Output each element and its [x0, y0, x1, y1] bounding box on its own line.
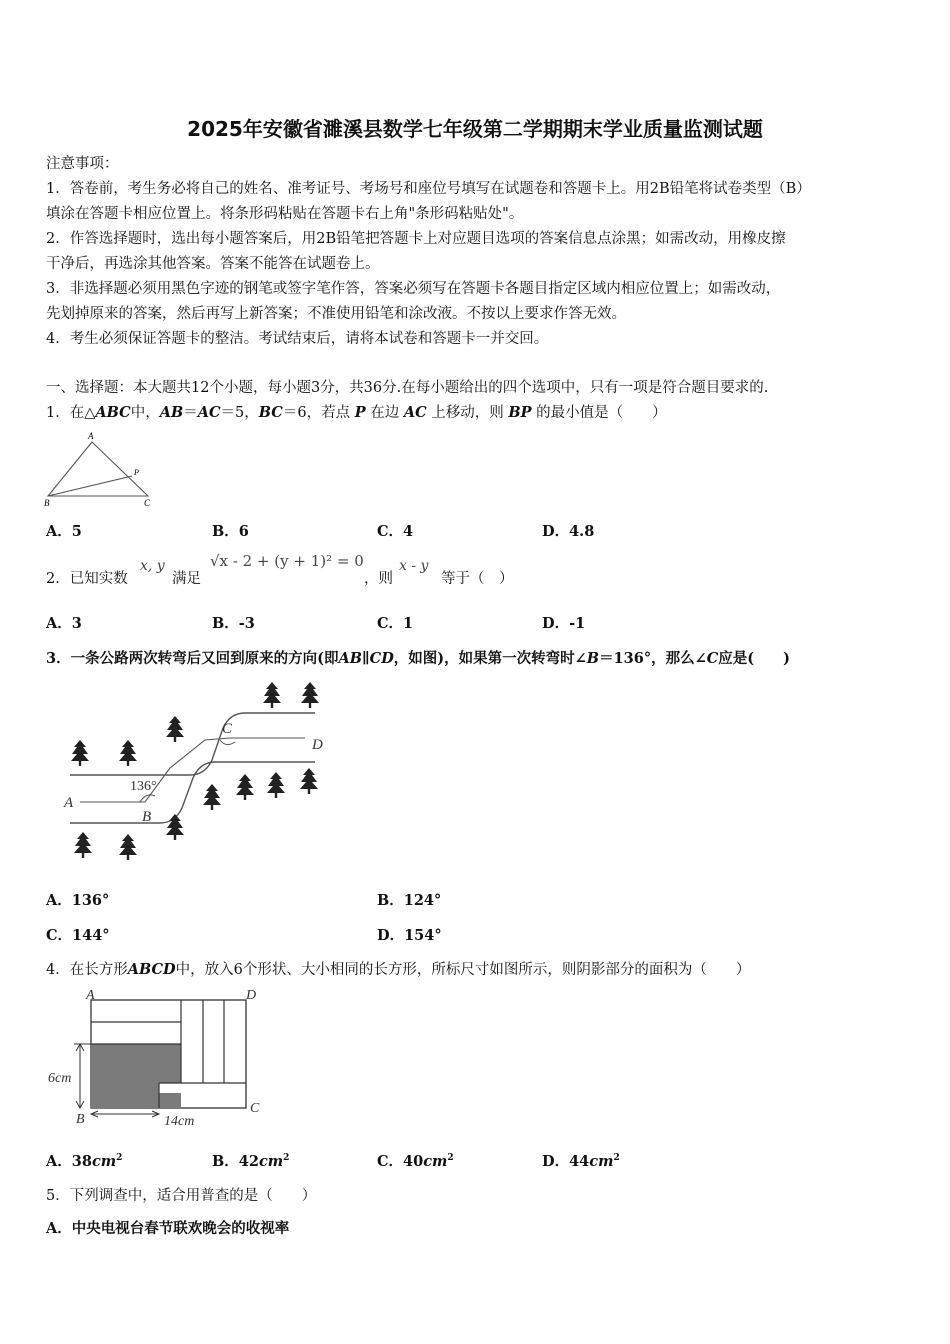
- label-a: A: [64, 795, 74, 811]
- label-c: C: [250, 1101, 260, 1116]
- question-3-text: 3．一条公路两次转弯后又回到原来的方向(即AB∥CD，如图)，如果第一次转弯时∠B＝136°，那么∠C应是( ): [46, 650, 791, 667]
- formula-condition: √x - 2 + (y + 1)² = 0: [210, 552, 364, 570]
- question-4-text: 4．在长方形ABCD中，放入6个形状、大小相同的长方形，所标尺寸如图所示，则阴影部分的面积为（ ）: [46, 961, 751, 978]
- option-b: B．-3: [212, 615, 255, 632]
- option-b: B．$42cm^2$: [212, 1153, 290, 1170]
- option-a: A．136°: [46, 892, 110, 909]
- label-d: D: [312, 737, 323, 753]
- option-d: D．$44cm^2$: [542, 1153, 620, 1170]
- triangle-figure: [44, 430, 156, 508]
- notice-line: 4．考生必须保证答题卡的整洁。考试结束后，请将本试卷和答题卡一并交回。: [46, 331, 549, 347]
- text-then: ，则: [364, 571, 393, 587]
- notice-line: 3．非选择题必须用黑色字迹的钢笔或签字笔作答，答案必须写在答题卡各题目指定区域内相应位置上；如需改动，: [46, 281, 781, 297]
- option-b: B．6: [212, 523, 249, 540]
- label-c: C: [222, 721, 233, 737]
- label-a: A: [86, 988, 95, 1003]
- option-c: C．1: [377, 615, 414, 632]
- question-5-text: 5．下列调查中，适合用普查的是（ ）: [46, 1188, 317, 1204]
- option-d: D．4.8: [542, 523, 595, 540]
- option-d: D．154°: [377, 927, 442, 944]
- label-p: P: [134, 468, 139, 477]
- option-c: C．144°: [46, 927, 110, 944]
- label-a: A: [88, 431, 94, 441]
- page-title: 2025年安徽省濉溪县数学七年级第二学期期末学业质量监测试题: [187, 117, 763, 141]
- label-b: B: [76, 1112, 85, 1127]
- label-c: C: [144, 498, 151, 508]
- road-figure: [60, 680, 335, 865]
- notice-line: 先划掉原来的答案，然后再写上新答案；不准使用铅笔和涂改液。不按以上要求作答无效。: [46, 306, 626, 322]
- option-d: D．-1: [542, 615, 586, 632]
- height-label: 6cm: [48, 1071, 72, 1086]
- notice-line: 2．作答选择题时，选出每小题答案后，用2B铅笔把答题卡上对应题目选项的答案信息点涂黑；如需改动，用橡皮擦: [46, 231, 786, 247]
- rectangle-figure: [46, 985, 274, 1130]
- option-a: A．3: [46, 615, 82, 632]
- question-2-num: 2．已知实数: [46, 571, 128, 587]
- question-1-text: 1．在△ABC中，AB＝AC＝5，BC＝6，若点 P 在边 AC 上移动，则 BP 的最小值是（ ）: [46, 404, 667, 421]
- notice-line: 干净后，再选涂其他答案。答案不能答在试题卷上。: [46, 256, 380, 272]
- option-a: A．$38cm^2$: [46, 1153, 123, 1170]
- label-b: B: [142, 809, 152, 825]
- notice-line: 填涂在答题卡相应位置上。将条形码粘贴在答题卡右上角"条形码粘贴处"。: [46, 206, 524, 222]
- section-heading: 一、选择题：本大题共12个小题，每小题3分，共36分.在每小题给出的四个选项中，只有一项是符合题目要求的.: [46, 380, 769, 396]
- angle-label: 136°: [130, 779, 157, 794]
- option-c: C．$40cm^2$: [377, 1153, 454, 1170]
- option-b: B．124°: [377, 892, 442, 909]
- label-d: D: [246, 988, 257, 1003]
- text-equals: 等于（ ）: [441, 571, 514, 587]
- option-c: C．4: [377, 523, 414, 540]
- label-b: B: [44, 498, 50, 508]
- notice-line: 1．答卷前，考生务必将自己的姓名、准考证号、考场号和座位号填写在试题卷和答题卡上。用2B铅笔将试卷类型（B）: [46, 181, 811, 197]
- variables-xy: x, y: [140, 558, 165, 574]
- option-a: A．5: [46, 523, 82, 540]
- expression-x-minus-y: x - y: [399, 558, 429, 574]
- notice-heading: 注意事项：: [46, 156, 119, 172]
- text-satisfy: 满足: [172, 571, 201, 587]
- option-a: A．中央电视台春节联欢晚会的收视率: [46, 1220, 290, 1237]
- width-label: 14cm: [164, 1114, 195, 1129]
